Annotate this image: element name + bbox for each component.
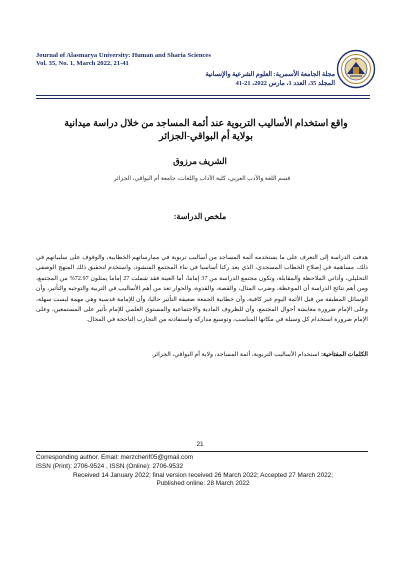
author-name: الشريف مرزوق [173,157,227,166]
published-date: Published online: 28 March 2022 [156,480,250,488]
journal-title-arabic: مجلة الجامعة الأسمرية: العلوم الشرعية والإنسانية [205,71,335,78]
author-affiliation: قسم اللغة والأدب العربي، كلية الآداب واللغات، جامعة أم البواقي، الجزائر [113,176,291,182]
keywords-text: استخدام الأساليب التربوية، أئمة المساجد، ولاية أم البواقي، الجزائر. [151,351,320,358]
abstract-body: هدفت الدراسة إلى التعرف على ما يستخدمه أئمة المساجد من أساليب تربوية في ممارساتهم الخطابية، والوقوف على سلبياتهم في ذلك، مساهمة في إصلاح الخطاب المسجدي، الذي يعد ركنا أساسيا في بناء المجتمع المنشود، واستخدم لتحقيق ذلك المنهج الوصفي التحليلي، وأداتي الملاحظة والمقابلة، وتكون مجتمع الدراسة من 37 إماما، أما العينة فقد شملت 27 إماما يمثلون 72.97% من المجتمع، ومن أهم نتائج الدراسة أن الموعظة، وضرب المثال، والقصة، والقدوة، والحوار تعد من أهم الأساليب في التربية والتوجيه والتأثير، وأن الوسائل المطبقة من قبل الأئمة اليوم غير كافية، وأن خطابية الجمعة ضعيفة التأثير حاليا، وأن للإمامة قدسية وهي مهمة ليست سهلة، وعلى الإمام ضرورة معايشة أحوال المجتمع، وأن للظروف المادية والاجتماعية والمستوى العلمي للإمام تأثير على المستمعين، وعلى الإمام ضرورة استخدام كل وسيلة في مكانها المناسب، وتوسيع مداركه واستفادته من التجارب الناجحة في المجال. [36,254,368,324]
keywords-section [60,350,368,359]
issn-info: ISSN (Print): 2706-9524 , ISSN (Online): 2706-9532 [36,462,184,470]
received-dates: Received 14 January 2022; final version received 26 March 2022; Accepted 27 March 2022; [72,471,334,479]
university-logo-icon [336,49,376,89]
journal-volume-arabic: المجلد 35، العدد 1، مارس 2022، 21-41 [235,80,335,87]
abstract-heading: ملخص الدراسة: [173,212,227,221]
journal-header-english [36,52,236,68]
journal-title-english: Journal of Alasmarya University: Human and Sharia Sciences [36,52,211,59]
page-number: 21 [196,441,204,448]
footer-divider [36,451,368,452]
journal-volume-english: Vol. 35, No. 1, March 2022, 21-41 [36,60,129,68]
header-divider [36,95,370,96]
header-divider-thin [36,98,370,99]
footnote-block [36,454,370,489]
keywords-label: الكلمات المفتاحية: [320,351,368,358]
corresponding-author: Corresponding author. Email: merzcherif05@gmail.com [36,454,194,461]
paper-title: واقع استخدام الأساليب التربوية عند أئمة المساجد من خلال دراسة ميدانية بولاية أم البواقي-الجزائر [64,118,348,142]
journal-header-arabic [170,70,335,88]
